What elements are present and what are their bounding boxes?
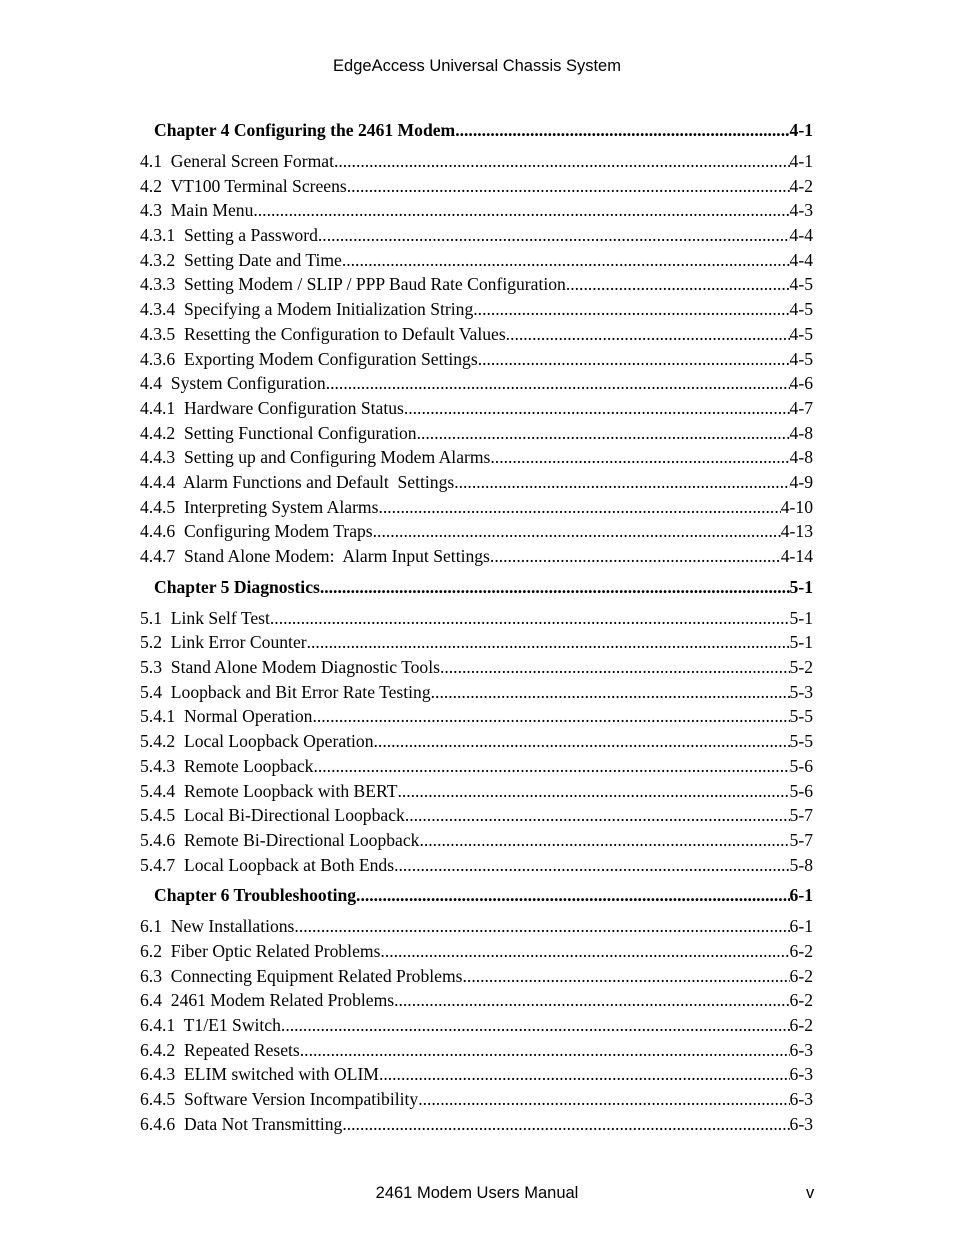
toc-entry[interactable] [140,655,813,680]
toc-entry-title: 4.1 General Screen Format [140,151,334,171]
dot-leader [294,914,789,939]
toc-entry-title: 4.4.5 Interpreting System Alarms [140,496,379,517]
toc-entry[interactable] [140,914,813,939]
toc-page-number: 4-5 [789,348,813,369]
toc-page-number: 5-6 [789,780,813,801]
toc-entry[interactable] [140,396,813,421]
toc-page-number: 4-5 [789,274,813,295]
toc-entry[interactable] [140,223,813,248]
dot-leader [379,1062,790,1087]
toc-entry[interactable] [140,606,813,631]
toc-entry-title: 4.2 VT100 Terminal Screens [140,175,347,196]
toc-entry[interactable] [140,174,813,199]
toc-entry[interactable] [140,754,813,779]
dot-leader [418,1087,789,1112]
toc-chapter-heading[interactable] [140,574,813,601]
toc-page-number: 4-5 [789,323,813,344]
toc-entry[interactable] [140,347,813,372]
toc-entry-title: 5.4.3 Remote Loopback [140,755,314,776]
toc-entry[interactable] [140,803,813,828]
toc-entry-title: 6.4.2 Repeated Resets [140,1039,300,1060]
dot-leader [373,519,781,544]
toc-entry[interactable] [140,630,813,655]
toc-entry[interactable] [140,272,813,297]
dot-leader [342,248,790,273]
dot-leader [419,828,789,853]
toc-page-number: 4-7 [789,397,813,418]
dot-leader [454,470,789,495]
dot-leader [307,630,790,655]
toc-page-number: 4-6 [789,373,813,394]
toc-entry-title: 6.4.3 ELIM switched with OLIM [140,1064,379,1085]
toc-page-number: 5-2 [789,657,813,678]
toc-entry[interactable] [140,988,813,1013]
toc-page-number: 4-8 [789,447,813,468]
toc-entry-title: 5.4.1 Normal Operation [140,706,313,727]
toc-chapter-heading[interactable] [140,882,813,909]
dot-leader [463,964,790,989]
toc-page-number: 6-1 [789,885,813,906]
dot-leader [404,396,790,421]
dot-leader [397,779,789,804]
dot-leader [490,445,789,470]
toc-entry[interactable] [140,248,813,273]
toc-entry-title: 4.4.3 Setting up and Configuring Modem Alarms [140,447,491,468]
toc-page-number: 6-1 [789,916,813,937]
toc-entry[interactable] [140,371,813,396]
toc-page-number: 4-3 [789,200,813,221]
toc-entry[interactable] [140,519,813,544]
toc-entry-title: Chapter 4 Configuring the 2461 Modem [154,120,456,140]
toc-page-number: 5-8 [789,854,813,875]
dot-leader [394,988,789,1013]
toc-entry-title: 4.3 Main Menu [140,200,254,221]
toc-page-number: 4-1 [789,120,813,140]
toc-page-number: 6-3 [789,1064,813,1085]
toc-entry[interactable] [140,1013,813,1038]
toc-entry[interactable] [140,1038,813,1063]
toc-entry-title: 6.1 New Installations [140,916,295,937]
toc-entry[interactable] [140,470,813,495]
toc-entry-title: 4.4.6 Configuring Modem Traps [140,521,373,542]
dot-leader [417,421,790,446]
dot-leader [394,853,789,878]
toc-entry-title: 4.4.4 Alarm Functions and Default Settings [140,471,455,492]
toc-entry-title: 5.1 Link Self Test [140,607,270,628]
toc-page-number: 6-2 [789,965,813,986]
toc-entry[interactable] [140,853,813,878]
toc-entry-title: Chapter 6 Troubleshooting [154,885,357,906]
toc-page-number: 4-8 [789,422,813,443]
toc-page-number: 5-7 [789,829,813,850]
dot-leader [431,680,790,705]
toc-entry[interactable] [140,495,813,520]
dot-leader [378,495,780,520]
toc-entry-title: 6.4.1 T1/E1 Switch [140,1015,281,1035]
toc-entry[interactable] [140,149,813,174]
dot-leader [347,174,790,199]
toc-entry[interactable] [140,680,813,705]
dot-leader [320,574,790,601]
toc-entry-title: 5.4 Loopback and Bit Error Rate Testing [140,681,431,702]
dot-leader [490,544,781,569]
toc-page-number: 4-13 [780,521,813,542]
toc-page-number: 5-5 [789,706,813,727]
dot-leader [300,1038,790,1063]
toc-page-number: 6-3 [789,1089,813,1110]
toc-entry-title: 6.4.5 Software Version Incompatibility [140,1089,419,1110]
toc-entry[interactable] [140,322,813,347]
toc-page-number: 4-10 [780,496,813,517]
toc-entry-title: 6.3 Connecting Equipment Related Problems [140,965,463,986]
toc-chapter-heading[interactable] [140,117,813,144]
toc-entry-title: 4.3.4 Specifying a Modem Initialization String [140,299,474,320]
toc-entry[interactable] [140,421,813,446]
toc-entry-title: 6.2 Fiber Optic Related Problems [140,940,381,961]
toc-entry[interactable] [140,779,813,804]
dot-leader [270,606,790,631]
toc-entry[interactable] [140,704,813,729]
toc-entry-title: 5.4.5 Local Bi-Directional Loopback [140,805,405,826]
toc-entry[interactable] [140,939,813,964]
toc-entry[interactable] [140,445,813,470]
dot-leader [374,729,790,754]
toc-page-number: 6-3 [789,1113,813,1134]
toc-entry-title: 5.3 Stand Alone Modem Diagnostic Tools [140,657,440,678]
toc-entry-title: 4.3.1 Setting a Password [140,225,318,246]
toc-page-number: 4-4 [789,225,813,246]
dot-leader [253,198,789,223]
toc-entry-title: 5.2 Link Error Counter [140,632,307,653]
toc-page-number: 6-2 [789,1015,813,1035]
toc-page-number: 5-7 [789,805,813,826]
toc-entry-title: 4.3.5 Resetting the Configuration to Default Values [140,323,506,344]
toc-entry[interactable] [140,964,813,989]
toc-entry[interactable] [140,1087,813,1112]
dot-leader [281,1013,790,1038]
dot-leader [478,347,790,372]
dot-leader [356,882,790,909]
toc-page-number: 6-2 [789,940,813,961]
toc-entry[interactable] [140,1062,813,1087]
toc-entry-title: 5.4.6 Remote Bi-Directional Loopback [140,829,420,850]
toc-page-number: 5-6 [789,755,813,776]
toc-entry-title: 5.4.7 Local Loopback at Both Ends [140,854,395,875]
toc-entry-title: 4.3.3 Setting Modem / SLIP / PPP Baud Rate Configuration [140,274,566,295]
toc-entry-title: 4.4.2 Setting Functional Configuration [140,422,417,443]
footer-page-number: v [806,1184,815,1202]
toc-page-number: 4-4 [789,249,813,270]
dot-leader [506,322,790,347]
toc-page-number: 6-3 [789,1039,813,1060]
dot-leader [566,272,790,297]
toc-entry[interactable] [140,828,813,853]
toc-page-number: 4-1 [789,151,813,171]
toc-entry[interactable] [140,544,813,569]
toc-entry-title: Chapter 5 Diagnostics [154,576,320,597]
toc-entry-title: 4.4.1 Hardware Configuration Status [140,397,404,418]
toc-entry-title: 6.4.6 Data Not Transmitting [140,1113,343,1134]
dot-leader [473,297,789,322]
toc-page-number: 6-2 [789,990,813,1011]
toc-page-number: 5-3 [789,681,813,702]
footer-title: 2461 Modem Users Manual [375,1184,579,1202]
dot-leader [342,1112,789,1137]
running-header: EdgeAccess Universal Chassis System [333,57,621,75]
toc-page-number: 5-5 [789,731,813,752]
toc-entry-title: 4.4 System Configuration [140,373,326,394]
table-of-contents [140,117,813,1136]
toc-page-number: 4-2 [789,175,813,196]
toc-page-number: 4-9 [789,471,813,492]
toc-page-number: 5-1 [789,576,813,597]
dot-leader [334,149,790,174]
toc-entry[interactable] [140,297,813,322]
toc-entry-title: 5.4.4 Remote Loopback with BERT [140,780,398,801]
dot-leader [318,223,790,248]
toc-entry-title: 4.3.6 Exporting Modem Configuration Settings [140,348,478,369]
toc-entry-title: 6.4 2461 Modem Related Problems [140,990,395,1011]
toc-entry-title: 4.4.7 Stand Alone Modem: Alarm Input Settings [140,546,490,566]
dot-leader [380,939,789,964]
toc-page-number: 5-1 [789,607,813,628]
toc-entry-title: 5.4.2 Local Loopback Operation [140,731,374,752]
toc-entry[interactable] [140,1112,813,1137]
dot-leader [312,704,789,729]
dot-leader [313,754,789,779]
dot-leader [440,655,790,680]
toc-page-number: 5-1 [789,632,813,653]
toc-page-number: 4-14 [780,546,813,566]
dot-leader [405,803,790,828]
toc-entry-title: 4.3.2 Setting Date and Time [140,249,342,270]
toc-page-number: 4-5 [789,299,813,320]
toc-entry[interactable] [140,198,813,223]
dot-leader [326,371,790,396]
dot-leader [455,117,789,144]
toc-entry[interactable] [140,729,813,754]
